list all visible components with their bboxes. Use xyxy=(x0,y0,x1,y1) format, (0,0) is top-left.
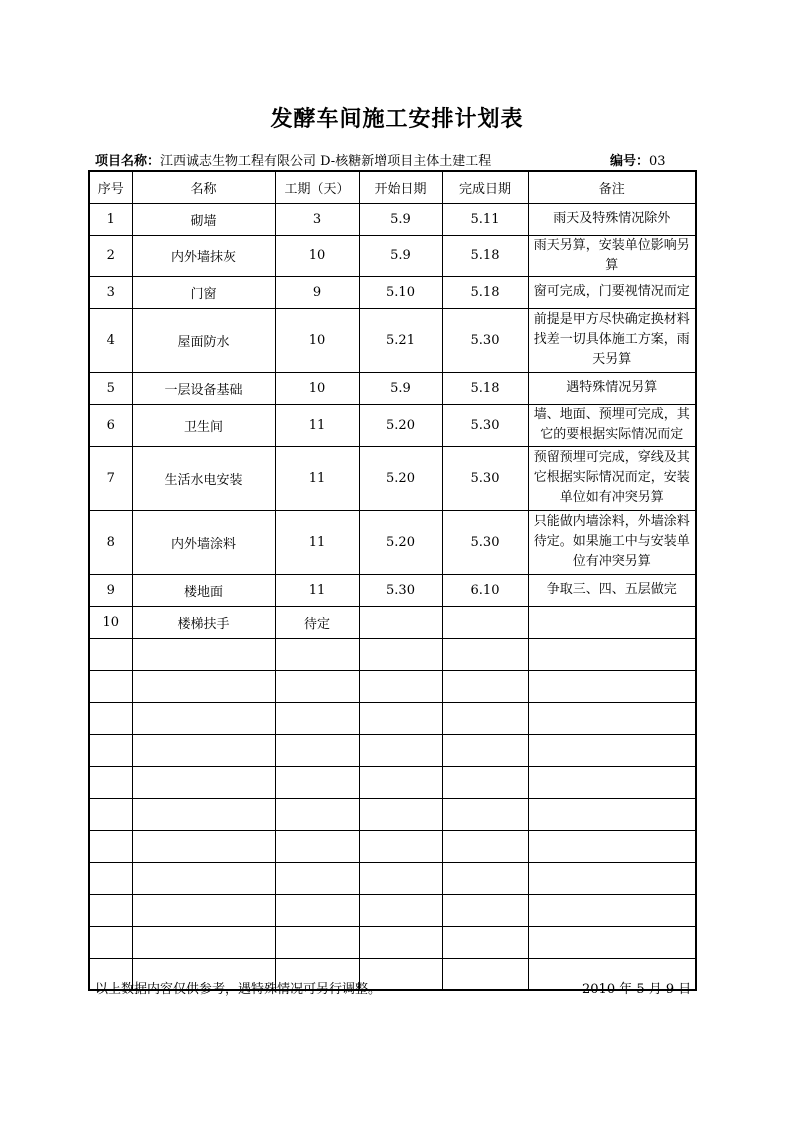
empty-cell xyxy=(89,894,132,926)
empty-cell xyxy=(528,830,696,862)
cell-name: 内外墙抹灰 xyxy=(132,235,275,276)
empty-cell xyxy=(359,670,442,702)
empty-cell xyxy=(442,862,528,894)
table-row xyxy=(89,203,696,235)
cell-start: 5.20 xyxy=(359,510,442,574)
empty-cell xyxy=(528,798,696,830)
empty-cell xyxy=(528,734,696,766)
cell-end: 5.30 xyxy=(442,446,528,510)
cell-days: 9 xyxy=(275,276,359,308)
empty-cell xyxy=(132,926,275,958)
cell-no: 4 xyxy=(89,308,132,372)
empty-cell xyxy=(442,638,528,670)
cell-no: 3 xyxy=(89,276,132,308)
cell-end xyxy=(442,606,528,638)
empty-cell xyxy=(359,862,442,894)
cell-note: 前提是甲方尽快确定换材料找差一切具体施工方案，雨天另算 xyxy=(528,308,696,372)
cell-note: 只能做内墙涂料，外墙涂料待定。如果施工中与安装单位有冲突另算 xyxy=(528,510,696,574)
cell-start: 5.10 xyxy=(359,276,442,308)
empty-cell xyxy=(442,894,528,926)
table-header-row xyxy=(89,171,696,203)
cell-note: 雨天及特殊情况除外 xyxy=(528,203,696,235)
empty-table-row xyxy=(89,734,696,766)
schedule-table xyxy=(88,170,697,991)
empty-cell xyxy=(89,926,132,958)
cell-note: 遇特殊情况另算 xyxy=(528,372,696,404)
empty-cell xyxy=(275,926,359,958)
empty-cell xyxy=(359,798,442,830)
cell-no: 6 xyxy=(89,404,132,446)
empty-cell xyxy=(528,894,696,926)
empty-cell xyxy=(442,798,528,830)
empty-cell xyxy=(442,958,528,990)
table-row xyxy=(89,446,696,510)
empty-cell xyxy=(89,862,132,894)
empty-cell xyxy=(359,734,442,766)
empty-cell xyxy=(132,894,275,926)
empty-cell xyxy=(528,766,696,798)
cell-no: 5 xyxy=(89,372,132,404)
empty-cell xyxy=(359,830,442,862)
cell-name: 屋面防水 xyxy=(132,308,275,372)
empty-cell xyxy=(132,830,275,862)
empty-cell xyxy=(89,702,132,734)
cell-days: 10 xyxy=(275,308,359,372)
project-line xyxy=(95,150,695,170)
cell-no: 1 xyxy=(89,203,132,235)
cell-days: 待定 xyxy=(275,606,359,638)
cell-no: 7 xyxy=(89,446,132,510)
empty-cell xyxy=(132,734,275,766)
footer-note: 以上数据内容仅供参考，遇特殊情况可另行调整。 xyxy=(95,982,382,997)
number-value: 03 xyxy=(649,154,666,169)
document-title: 发酵车间施工安排计划表 xyxy=(270,106,524,132)
project-name-label: 项目名称： xyxy=(95,154,161,169)
footer-date: 2010 年 5 月 9 日 xyxy=(582,982,692,997)
cell-name: 砌墙 xyxy=(132,203,275,235)
cell-no: 8 xyxy=(89,510,132,574)
cell-start: 5.21 xyxy=(359,308,442,372)
empty-cell xyxy=(442,766,528,798)
project-name-value: 江西诚志生物工程有限公司 D-核糖新增项目主体土建工程 xyxy=(160,154,492,169)
empty-cell xyxy=(528,702,696,734)
cell-name: 内外墙涂料 xyxy=(132,510,275,574)
cell-days: 11 xyxy=(275,574,359,606)
empty-table-row xyxy=(89,702,696,734)
table-row xyxy=(89,372,696,404)
cell-start: 5.20 xyxy=(359,404,442,446)
empty-cell xyxy=(359,926,442,958)
column-header: 序号 xyxy=(89,171,132,203)
cell-no: 9 xyxy=(89,574,132,606)
cell-start: 5.9 xyxy=(359,203,442,235)
column-header: 名称 xyxy=(132,171,275,203)
empty-cell xyxy=(89,766,132,798)
empty-table-row xyxy=(89,862,696,894)
cell-note xyxy=(528,606,696,638)
cell-note: 窗可完成，门要视情况而定 xyxy=(528,276,696,308)
cell-end: 5.30 xyxy=(442,308,528,372)
empty-cell xyxy=(89,798,132,830)
empty-table-row xyxy=(89,638,696,670)
cell-end: 5.30 xyxy=(442,510,528,574)
empty-cell xyxy=(275,862,359,894)
empty-cell xyxy=(442,702,528,734)
cell-end: 5.18 xyxy=(442,235,528,276)
cell-note: 预留预埋可完成，穿线及其它根据实际情况而定，安装单位如有冲突另算 xyxy=(528,446,696,510)
cell-note: 争取三、四、五层做完 xyxy=(528,574,696,606)
column-header: 开始日期 xyxy=(359,171,442,203)
number-label: 编号： xyxy=(610,154,650,169)
cell-name: 门窗 xyxy=(132,276,275,308)
empty-cell xyxy=(528,862,696,894)
cell-days: 11 xyxy=(275,446,359,510)
empty-table-row xyxy=(89,926,696,958)
cell-start: 5.20 xyxy=(359,446,442,510)
cell-note: 雨天另算，安装单位影响另算 xyxy=(528,235,696,276)
empty-table-row xyxy=(89,798,696,830)
cell-name: 楼地面 xyxy=(132,574,275,606)
empty-cell xyxy=(89,670,132,702)
cell-end: 5.18 xyxy=(442,276,528,308)
empty-cell xyxy=(442,670,528,702)
cell-start xyxy=(359,606,442,638)
column-header: 工期（天） xyxy=(275,171,359,203)
cell-no: 2 xyxy=(89,235,132,276)
empty-cell xyxy=(275,702,359,734)
cell-days: 3 xyxy=(275,203,359,235)
empty-cell xyxy=(528,670,696,702)
empty-cell xyxy=(132,702,275,734)
cell-start: 5.9 xyxy=(359,235,442,276)
empty-cell xyxy=(132,670,275,702)
table-row xyxy=(89,404,696,446)
cell-end: 5.11 xyxy=(442,203,528,235)
cell-name: 一层设备基础 xyxy=(132,372,275,404)
empty-cell xyxy=(359,766,442,798)
empty-table-row xyxy=(89,830,696,862)
empty-cell xyxy=(132,798,275,830)
cell-name: 卫生间 xyxy=(132,404,275,446)
empty-cell xyxy=(359,894,442,926)
empty-cell xyxy=(528,638,696,670)
empty-cell xyxy=(132,862,275,894)
column-header: 备注 xyxy=(528,171,696,203)
empty-cell xyxy=(275,894,359,926)
empty-cell xyxy=(442,734,528,766)
cell-note: 墙、地面、预埋可完成，其它的要根据实际情况而定 xyxy=(528,404,696,446)
empty-cell xyxy=(89,638,132,670)
empty-cell xyxy=(275,734,359,766)
empty-cell xyxy=(275,798,359,830)
cell-start: 5.9 xyxy=(359,372,442,404)
empty-cell xyxy=(275,638,359,670)
empty-table-row xyxy=(89,894,696,926)
empty-table-row xyxy=(89,766,696,798)
cell-start: 5.30 xyxy=(359,574,442,606)
empty-cell xyxy=(442,830,528,862)
empty-cell xyxy=(359,702,442,734)
empty-cell xyxy=(275,670,359,702)
column-header: 完成日期 xyxy=(442,171,528,203)
cell-end: 6.10 xyxy=(442,574,528,606)
empty-cell xyxy=(89,734,132,766)
table-row xyxy=(89,308,696,372)
empty-table-row xyxy=(89,670,696,702)
empty-cell xyxy=(275,830,359,862)
cell-name: 生活水电安装 xyxy=(132,446,275,510)
table-row xyxy=(89,606,696,638)
cell-days: 10 xyxy=(275,235,359,276)
cell-days: 11 xyxy=(275,404,359,446)
table-row xyxy=(89,276,696,308)
empty-cell xyxy=(132,766,275,798)
cell-no: 10 xyxy=(89,606,132,638)
cell-days: 11 xyxy=(275,510,359,574)
empty-cell xyxy=(359,638,442,670)
table-row xyxy=(89,235,696,276)
table-row xyxy=(89,510,696,574)
table-row xyxy=(89,574,696,606)
cell-end: 5.30 xyxy=(442,404,528,446)
cell-name: 楼梯扶手 xyxy=(132,606,275,638)
empty-cell xyxy=(275,766,359,798)
empty-cell xyxy=(89,830,132,862)
document-number xyxy=(610,150,666,169)
empty-cell xyxy=(528,926,696,958)
empty-cell xyxy=(442,926,528,958)
cell-end: 5.18 xyxy=(442,372,528,404)
cell-days: 10 xyxy=(275,372,359,404)
empty-cell xyxy=(132,638,275,670)
